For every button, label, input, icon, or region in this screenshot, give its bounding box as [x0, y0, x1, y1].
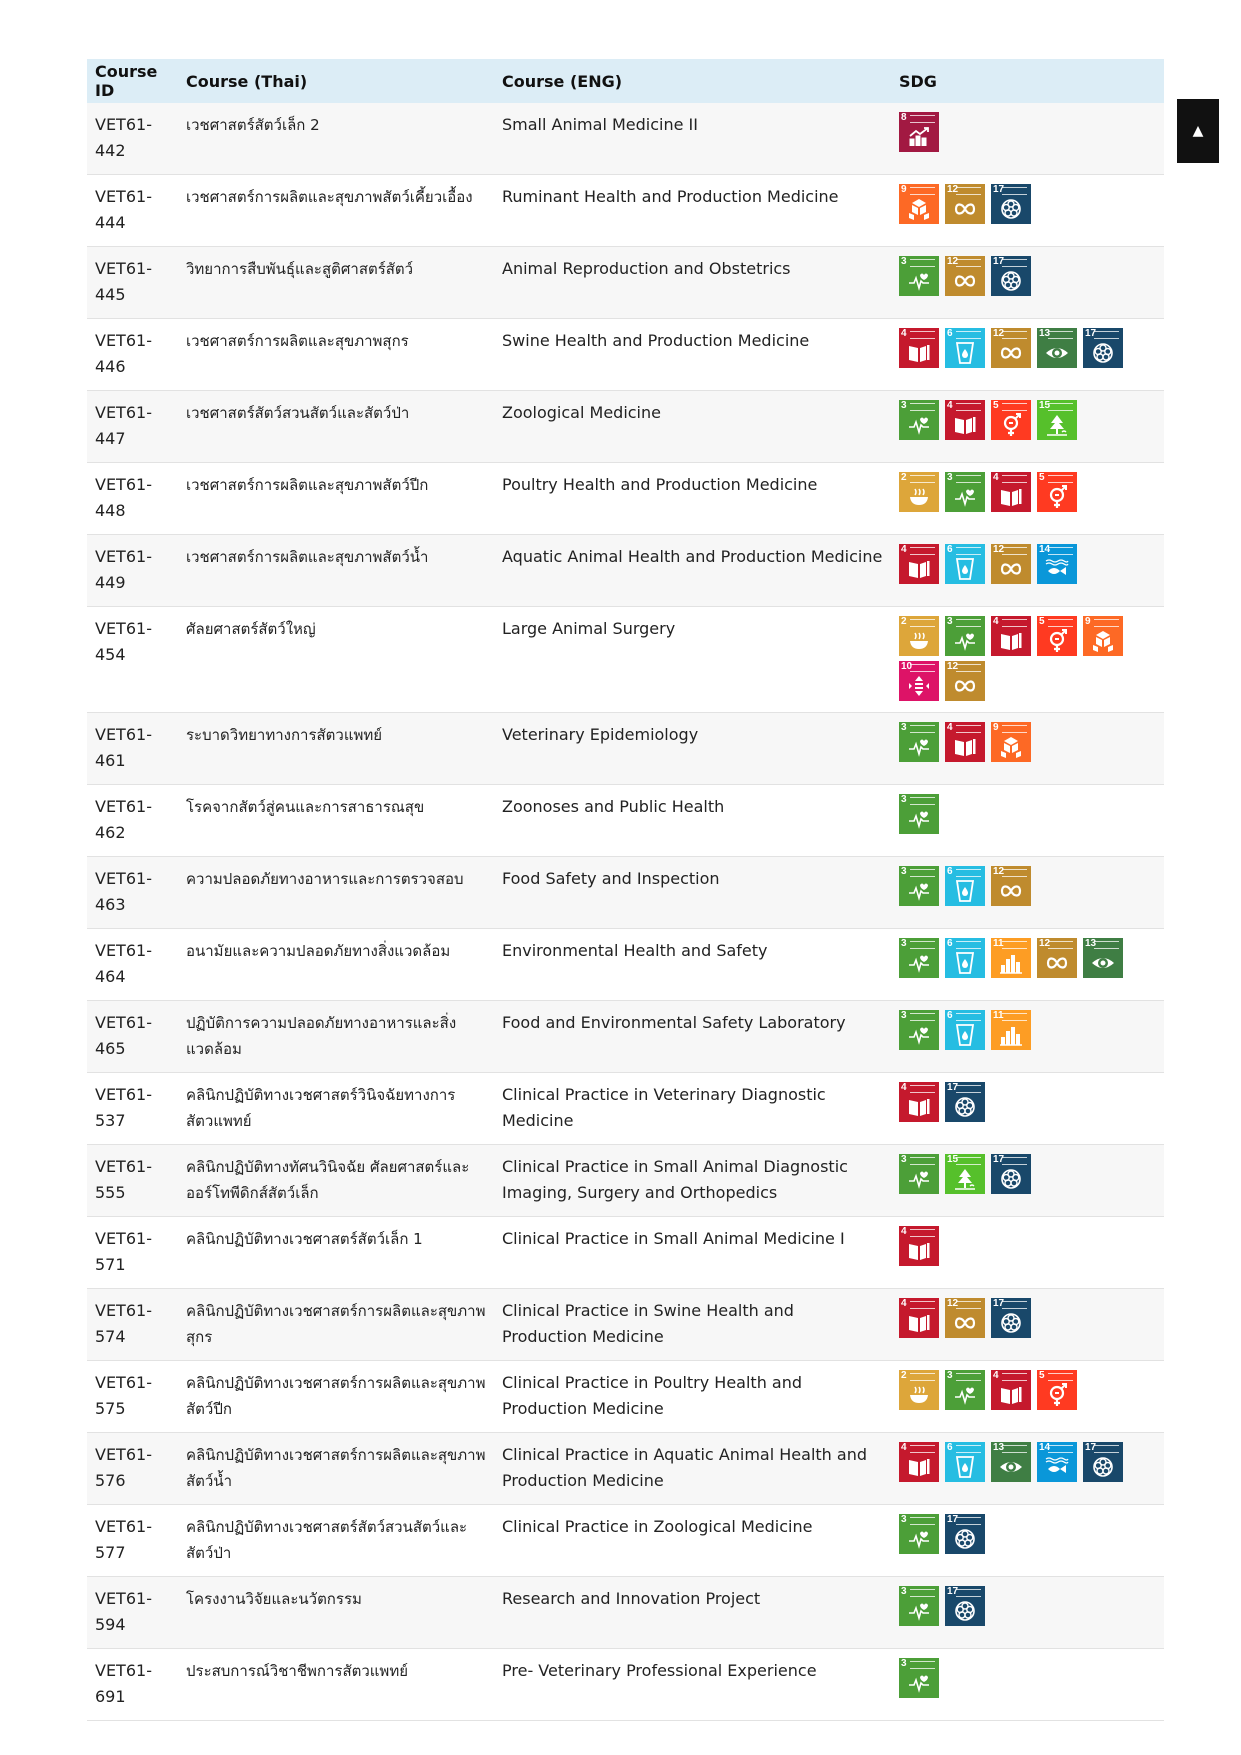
course-id-cell: VET61-442	[87, 103, 178, 175]
table-row	[87, 463, 1164, 535]
sdg-cell	[891, 103, 1164, 175]
course-eng-cell: Clinical Practice in Swine Health and Production Medicine	[494, 1289, 891, 1361]
sdg-4-book-icon: 4	[945, 400, 985, 440]
course-thai-cell: อนามัยและความปลอดภัยทางสิ่งแวดล้อม	[178, 929, 494, 1001]
course-id-cell: VET61-448	[87, 463, 178, 535]
sdg-cell	[891, 247, 1164, 319]
course-thai-cell: เวชศาสตร์การผลิตและสุขภาพสัตว์น้ำ	[178, 535, 494, 607]
course-thai-cell: คลินิกปฏิบัติทางเวชศาสตร์วินิจฉัยทางการสัตวแพทย์	[178, 1073, 494, 1145]
sdg-icon-list	[899, 616, 1143, 706]
course-eng-cell: Zoonoses and Public Health	[494, 785, 891, 857]
course-id-cell: VET61-444	[87, 175, 178, 247]
sdg-17-flower-icon: 17	[991, 256, 1031, 296]
course-eng-cell: Clinical Practice in Veterinary Diagnostic Medicine	[494, 1073, 891, 1145]
course-thai-cell: เวชศาสตร์สัตว์สวนสัตว์และสัตว์ป่า	[178, 391, 494, 463]
table-row	[87, 1577, 1164, 1649]
sdg-icon-list	[899, 1586, 1143, 1631]
sdg-11-city-icon: 11	[991, 938, 1031, 978]
course-id-cell: VET61-691	[87, 1649, 178, 1721]
sdg-6-water-glass-icon: 6	[945, 1010, 985, 1050]
sdg-icon-list	[899, 256, 1143, 301]
sdg-cell	[891, 535, 1164, 607]
sdg-2-bowl-icon: 2	[899, 472, 939, 512]
table-row	[87, 1361, 1164, 1433]
sdg-8-growth-chart-icon: 8	[899, 112, 939, 152]
course-thai-cell: เวชศาสตร์การผลิตและสุขภาพสัตว์เคี้ยวเอื้อง	[178, 175, 494, 247]
course-id-cell: VET61-462	[87, 785, 178, 857]
sdg-icon-list	[899, 1226, 1143, 1271]
sdg-icon-list	[899, 1370, 1143, 1415]
sdg-14-fish-icon: 14	[1037, 544, 1077, 584]
table-row	[87, 1433, 1164, 1505]
table-row	[87, 713, 1164, 785]
course-thai-cell: คลินิกปฏิบัติทางเวชศาสตร์การผลิตและสุขภาพสัตว์น้ำ	[178, 1433, 494, 1505]
sdg-5-gender-icon: 5	[1037, 472, 1077, 512]
course-eng-cell: Clinical Practice in Small Animal Diagnostic Imaging, Surgery and Orthopedics	[494, 1145, 891, 1217]
table-row	[87, 391, 1164, 463]
course-id-cell: VET61-465	[87, 1001, 178, 1073]
course-eng-cell: Aquatic Animal Health and Production Medicine	[494, 535, 891, 607]
course-eng-cell: Poultry Health and Production Medicine	[494, 463, 891, 535]
sdg-cell	[891, 1577, 1164, 1649]
sdg-9-cubes-icon: 9	[991, 722, 1031, 762]
sdg-icon-list	[899, 184, 1143, 229]
sdg-4-book-icon: 4	[899, 544, 939, 584]
course-thai-cell: ประสบการณ์วิชาชีพการสัตวแพทย์	[178, 1649, 494, 1721]
sdg-3-heartbeat-icon: 3	[899, 1154, 939, 1194]
course-id-cell: VET61-594	[87, 1577, 178, 1649]
table-row	[87, 1217, 1164, 1289]
sdg-6-water-glass-icon: 6	[945, 328, 985, 368]
table-row	[87, 1073, 1164, 1145]
course-thai-cell: วิทยาการสืบพันธุ์และสูติศาสตร์สัตว์	[178, 247, 494, 319]
course-eng-cell: Pre- Veterinary Professional Experience	[494, 1649, 891, 1721]
sdg-17-flower-icon: 17	[991, 184, 1031, 224]
sdg-3-heartbeat-icon: 3	[899, 938, 939, 978]
table-row	[87, 247, 1164, 319]
sdg-icon-list	[899, 1298, 1143, 1343]
course-thai-cell: ความปลอดภัยทางอาหารและการตรวจสอบ	[178, 857, 494, 929]
sdg-icon-list	[899, 866, 1143, 911]
course-eng-cell: Large Animal Surgery	[494, 607, 891, 713]
sdg-4-book-icon: 4	[899, 1298, 939, 1338]
sdg-12-infinity-icon: 12	[945, 1298, 985, 1338]
sdg-cell	[891, 319, 1164, 391]
course-sdg-table	[87, 59, 1164, 1721]
back-to-top-button[interactable]	[1177, 99, 1219, 163]
sdg-cell	[891, 1433, 1164, 1505]
course-id-cell: VET61-463	[87, 857, 178, 929]
course-thai-cell: คลินิกปฏิบัติทางเวชศาสตร์การผลิตและสุขภาพสุกร	[178, 1289, 494, 1361]
sdg-icon-list	[899, 1010, 1143, 1055]
sdg-3-heartbeat-icon: 3	[899, 400, 939, 440]
sdg-13-eye-globe-icon: 13	[991, 1442, 1031, 1482]
sdg-cell	[891, 391, 1164, 463]
sdg-12-infinity-icon: 12	[945, 256, 985, 296]
table-row	[87, 319, 1164, 391]
sdg-12-infinity-icon: 12	[945, 184, 985, 224]
sdg-12-infinity-icon: 12	[991, 866, 1031, 906]
sdg-2-bowl-icon: 2	[899, 616, 939, 656]
sdg-icon-list	[899, 328, 1143, 373]
sdg-icon-list	[899, 472, 1143, 517]
table-row	[87, 535, 1164, 607]
table-header	[87, 59, 1164, 103]
course-thai-cell: ปฏิบัติการความปลอดภัยทางอาหารและสิ่งแวดล้อม	[178, 1001, 494, 1073]
sdg-5-gender-icon: 5	[991, 400, 1031, 440]
course-id-cell: VET61-575	[87, 1361, 178, 1433]
sdg-17-flower-icon: 17	[945, 1082, 985, 1122]
sdg-icon-list	[899, 1514, 1143, 1559]
sdg-4-book-icon: 4	[899, 1442, 939, 1482]
course-eng-cell: Animal Reproduction and Obstetrics	[494, 247, 891, 319]
sdg-6-water-glass-icon: 6	[945, 1442, 985, 1482]
course-id-cell: VET61-454	[87, 607, 178, 713]
course-id-cell: VET61-555	[87, 1145, 178, 1217]
sdg-14-fish-icon: 14	[1037, 1442, 1077, 1482]
sdg-cell	[891, 463, 1164, 535]
sdg-3-heartbeat-icon: 3	[899, 1010, 939, 1050]
sdg-13-eye-globe-icon: 13	[1083, 938, 1123, 978]
sdg-cell	[891, 929, 1164, 1001]
course-eng-cell: Clinical Practice in Aquatic Animal Health and Production Medicine	[494, 1433, 891, 1505]
sdg-12-infinity-icon: 12	[991, 328, 1031, 368]
sdg-cell	[891, 857, 1164, 929]
sdg-cell	[891, 1001, 1164, 1073]
table-row	[87, 607, 1164, 713]
course-thai-cell: เวชศาสตร์การผลิตและสุขภาพสัตว์ปีก	[178, 463, 494, 535]
table-row	[87, 1001, 1164, 1073]
sdg-icon-list	[899, 1082, 1143, 1127]
sdg-icon-list	[899, 1154, 1143, 1199]
sdg-icon-list	[899, 400, 1143, 445]
sdg-cell	[891, 713, 1164, 785]
course-id-cell: VET61-464	[87, 929, 178, 1001]
sdg-5-gender-icon: 5	[1037, 616, 1077, 656]
course-eng-cell: Zoological Medicine	[494, 391, 891, 463]
sdg-cell	[891, 1073, 1164, 1145]
course-eng-cell: Swine Health and Production Medicine	[494, 319, 891, 391]
sdg-17-flower-icon: 17	[945, 1586, 985, 1626]
sdg-15-tree-icon: 15	[1037, 400, 1077, 440]
sdg-4-book-icon: 4	[899, 328, 939, 368]
header-course-thai: Course (Thai)	[178, 59, 494, 103]
table-row	[87, 103, 1164, 175]
sdg-6-water-glass-icon: 6	[945, 938, 985, 978]
sdg-12-infinity-icon: 12	[1037, 938, 1077, 978]
sdg-3-heartbeat-icon: 3	[899, 1586, 939, 1626]
table-row	[87, 785, 1164, 857]
sdg-11-city-icon: 11	[991, 1010, 1031, 1050]
course-thai-cell: คลินิกปฏิบัติทางทัศนวินิจฉัย ศัลยศาสตร์และออร์โทพีดิกส์สัตว์เล็ก	[178, 1145, 494, 1217]
course-id-cell: VET61-576	[87, 1433, 178, 1505]
sdg-4-book-icon: 4	[899, 1226, 939, 1266]
sdg-6-water-glass-icon: 6	[945, 866, 985, 906]
sdg-9-cubes-icon: 9	[1083, 616, 1123, 656]
course-eng-cell: Food Safety and Inspection	[494, 857, 891, 929]
sdg-12-infinity-icon: 12	[991, 544, 1031, 584]
sdg-3-heartbeat-icon: 3	[899, 794, 939, 834]
sdg-cell	[891, 1505, 1164, 1577]
sdg-icon-list	[899, 544, 1143, 589]
sdg-17-flower-icon: 17	[991, 1298, 1031, 1338]
sdg-3-heartbeat-icon: 3	[899, 722, 939, 762]
course-thai-cell: โรคจากสัตว์สู่คนและการสาธารณสุข	[178, 785, 494, 857]
course-eng-cell: Environmental Health and Safety	[494, 929, 891, 1001]
table-row	[87, 1145, 1164, 1217]
sdg-4-book-icon: 4	[991, 472, 1031, 512]
sdg-6-water-glass-icon: 6	[945, 544, 985, 584]
sdg-9-cubes-icon: 9	[899, 184, 939, 224]
sdg-3-heartbeat-icon: 3	[899, 256, 939, 296]
sdg-17-flower-icon: 17	[1083, 1442, 1123, 1482]
sdg-cell	[891, 607, 1164, 713]
sdg-4-book-icon: 4	[945, 722, 985, 762]
sdg-cell	[891, 1145, 1164, 1217]
header-row	[87, 59, 1164, 103]
table-row	[87, 1505, 1164, 1577]
sdg-cell	[891, 785, 1164, 857]
sdg-17-flower-icon: 17	[991, 1154, 1031, 1194]
table-row	[87, 1649, 1164, 1721]
sdg-cell	[891, 1217, 1164, 1289]
course-id-cell: VET61-449	[87, 535, 178, 607]
sdg-3-heartbeat-icon: 3	[945, 616, 985, 656]
sdg-icon-list	[899, 1442, 1143, 1487]
sdg-5-gender-icon: 5	[1037, 1370, 1077, 1410]
sdg-4-book-icon: 4	[899, 1082, 939, 1122]
sdg-cell	[891, 175, 1164, 247]
header-course-eng: Course (ENG)	[494, 59, 891, 103]
course-thai-cell: ระบาดวิทยาทางการสัตวแพทย์	[178, 713, 494, 785]
course-thai-cell: โครงงานวิจัยและนวัตกรรม	[178, 1577, 494, 1649]
course-eng-cell: Research and Innovation Project	[494, 1577, 891, 1649]
header-course-id: Course ID	[87, 59, 178, 103]
sdg-3-heartbeat-icon: 3	[899, 1514, 939, 1554]
sdg-4-book-icon: 4	[991, 616, 1031, 656]
sdg-icon-list	[899, 794, 1143, 839]
sdg-cell	[891, 1649, 1164, 1721]
sdg-3-heartbeat-icon: 3	[945, 472, 985, 512]
course-thai-cell: คลินิกปฏิบัติทางเวชศาสตร์สัตว์เล็ก 1	[178, 1217, 494, 1289]
course-thai-cell: เวชศาสตร์สัตว์เล็ก 2	[178, 103, 494, 175]
table-row	[87, 175, 1164, 247]
sdg-3-heartbeat-icon: 3	[899, 866, 939, 906]
course-thai-cell: เวชศาสตร์การผลิตและสุขภาพสุกร	[178, 319, 494, 391]
sdg-3-heartbeat-icon: 3	[945, 1370, 985, 1410]
course-id-cell: VET61-574	[87, 1289, 178, 1361]
sdg-cell	[891, 1361, 1164, 1433]
table-row	[87, 1289, 1164, 1361]
course-eng-cell: Small Animal Medicine II	[494, 103, 891, 175]
sdg-cell	[891, 1289, 1164, 1361]
sdg-10-equality-icon: 10	[899, 661, 939, 701]
sdg-icon-list	[899, 112, 1143, 157]
sdg-17-flower-icon: 17	[1083, 328, 1123, 368]
sdg-3-heartbeat-icon: 3	[899, 1658, 939, 1698]
course-thai-cell: คลินิกปฏิบัติทางเวชศาสตร์การผลิตและสุขภาพสัตว์ปีก	[178, 1361, 494, 1433]
course-eng-cell: Veterinary Epidemiology	[494, 713, 891, 785]
sdg-2-bowl-icon: 2	[899, 1370, 939, 1410]
chevron-up-icon: ▲	[1192, 123, 1204, 139]
course-id-cell: VET61-445	[87, 247, 178, 319]
course-thai-cell: คลินิกปฏิบัติทางเวชศาสตร์สัตว์สวนสัตว์และสัตว์ป่า	[178, 1505, 494, 1577]
course-eng-cell: Clinical Practice in Small Animal Medicine I	[494, 1217, 891, 1289]
course-id-cell: VET61-537	[87, 1073, 178, 1145]
sdg-12-infinity-icon: 12	[945, 661, 985, 701]
course-eng-cell: Clinical Practice in Zoological Medicine	[494, 1505, 891, 1577]
course-id-cell: VET61-446	[87, 319, 178, 391]
course-eng-cell: Clinical Practice in Poultry Health and Production Medicine	[494, 1361, 891, 1433]
sdg-icon-list	[899, 1658, 1143, 1703]
sdg-17-flower-icon: 17	[945, 1514, 985, 1554]
course-eng-cell: Ruminant Health and Production Medicine	[494, 175, 891, 247]
table-body	[87, 103, 1164, 1721]
course-thai-cell: ศัลยศาสตร์สัตว์ใหญ่	[178, 607, 494, 713]
table-row	[87, 857, 1164, 929]
course-eng-cell: Food and Environmental Safety Laboratory	[494, 1001, 891, 1073]
course-id-cell: VET61-461	[87, 713, 178, 785]
sdg-4-book-icon: 4	[991, 1370, 1031, 1410]
sdg-13-eye-globe-icon: 13	[1037, 328, 1077, 368]
course-id-cell: VET61-447	[87, 391, 178, 463]
sdg-icon-list	[899, 722, 1143, 767]
sdg-icon-list	[899, 938, 1143, 983]
header-sdg: SDG	[891, 59, 1164, 103]
sdg-15-tree-icon: 15	[945, 1154, 985, 1194]
table-row	[87, 929, 1164, 1001]
course-id-cell: VET61-577	[87, 1505, 178, 1577]
course-id-cell: VET61-571	[87, 1217, 178, 1289]
course-table-container	[87, 59, 1164, 1721]
